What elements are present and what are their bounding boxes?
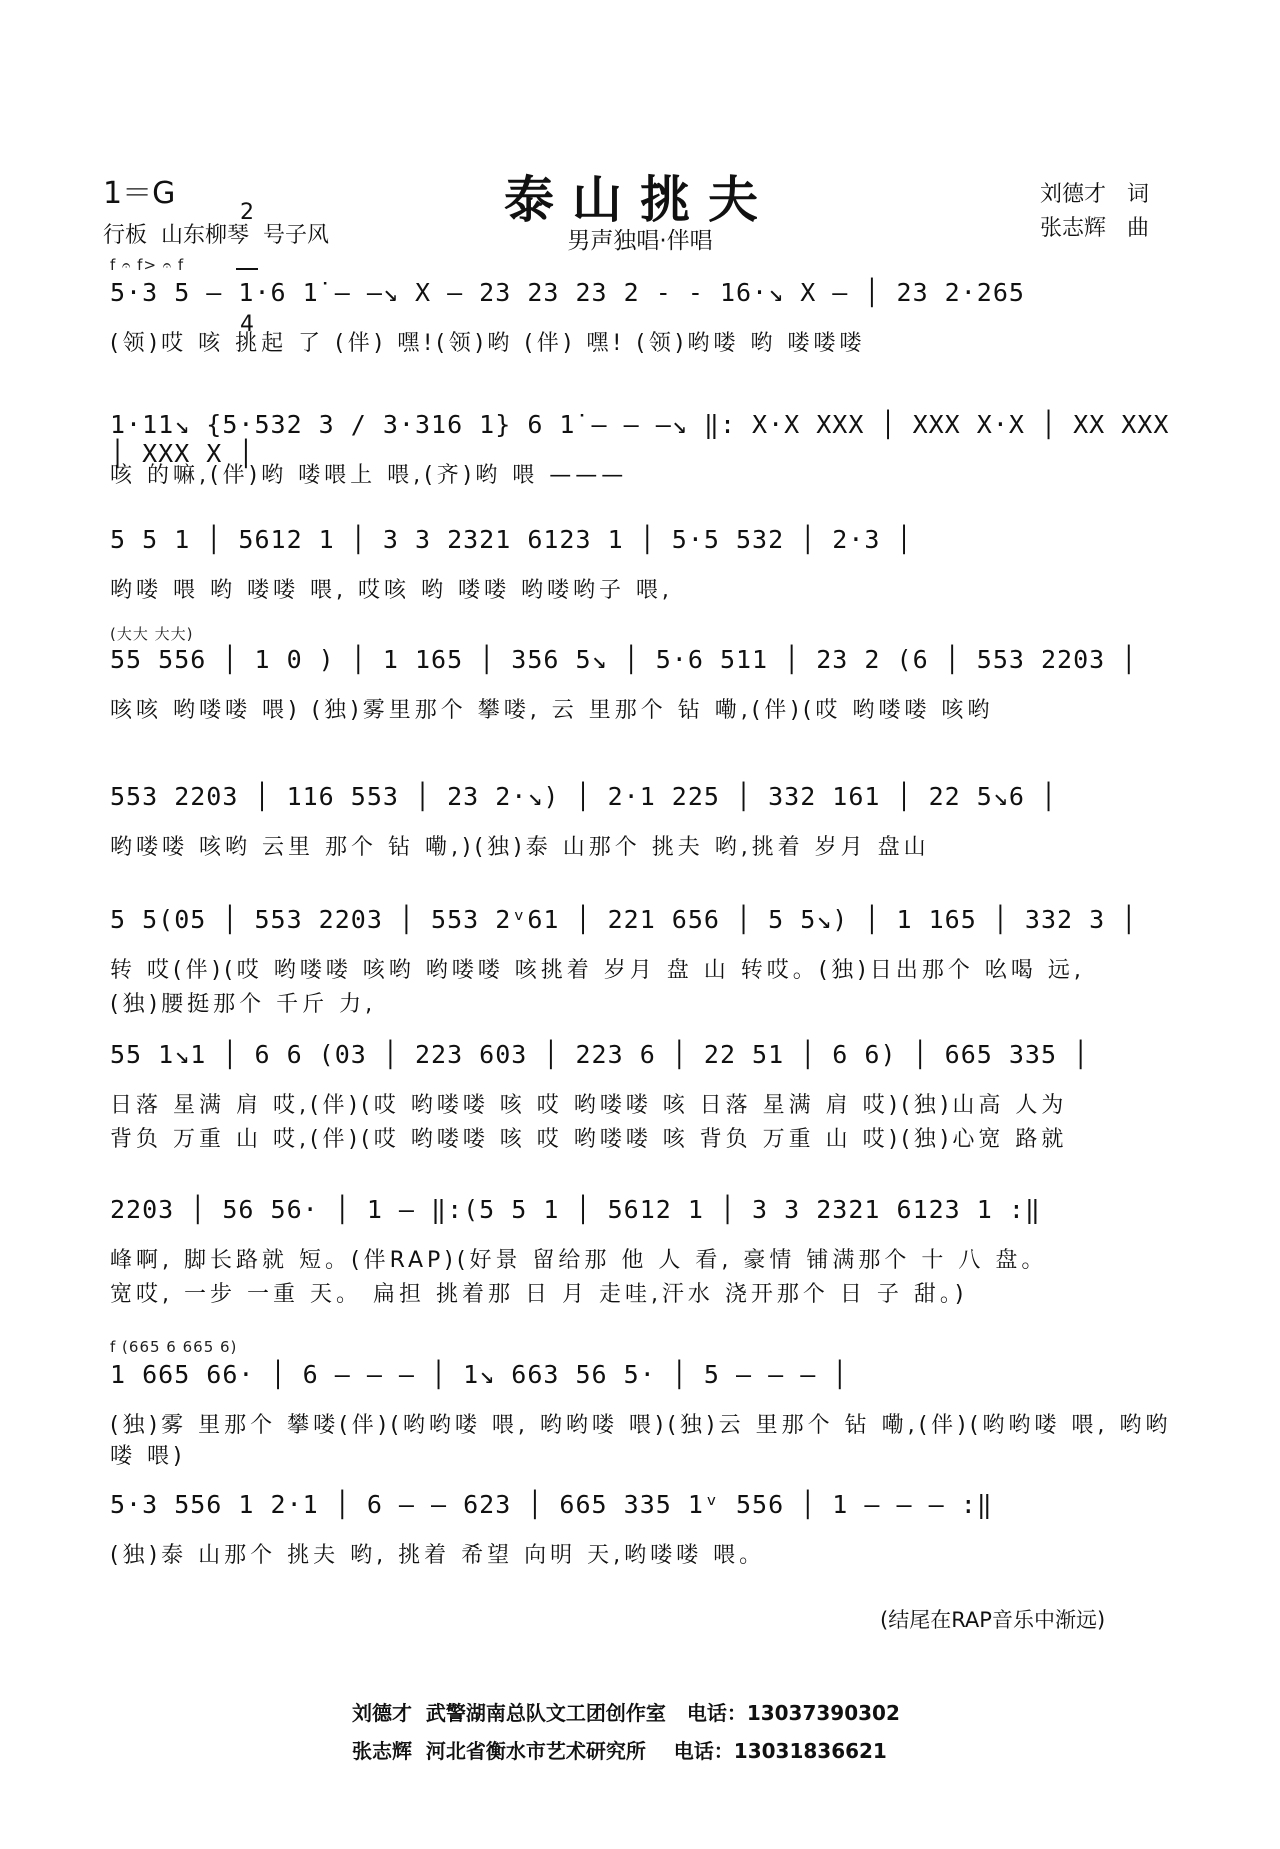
notation-line: 5 5 1 │ 5612 1 │ 3 3 2321 6123 1 │ 5·5 532 │ 2·3 │ [110,525,913,554]
key-signature: 1＝G [103,176,176,211]
tempo-style: 行板 山东柳琴 号子风 [103,223,329,248]
lyrics-line: 峰啊, 脚长路就 短。(伴RAP)(好景 留给那 他 人 看, 豪情 铺满那个 十 八 盘。 [110,1248,1048,1273]
lyrics-line: 宽哎, 一步 一重 天。 扁担 挑着那 日 月 走哇,汗水 浇开那个 日 子 甜。) [110,1282,968,1307]
notation-line: 5·3 556 1 2·1 │ 6 — — 623 │ 665 335 1ᵛ 556 │ 1 — — — :‖ [110,1490,993,1519]
lyrics-line: (独)腰挺那个 千斤 力, [110,992,377,1017]
lyrics-line: 日落 星满 肩 哎,(伴)(哎 哟喽喽 咳 哎 哟喽喽 咳 日落 星满 肩 哎)(独)山高 人为 [110,1093,1068,1118]
notation-line: 5·3 5 — 1·6 1̇ — —↘ X — 23 23 23 2 - - 16·↘ X — │ 23 2·265 [110,278,1025,307]
time-signature-top: 2 [240,200,254,225]
lyrics-line: 转 哎(伴)(哎 哟喽喽 咳哟 哟喽喽 咳挑着 岁月 盘 山 转哎。(独)日出那个 吆喝 远, [110,958,1085,983]
notation-line: 553 2203 │ 116 553 │ 23 2·↘) │ 2·1 225 │ 332 161 │ 22 5↘6 │ [110,782,1058,811]
score-marks: f 𝄐 f> 𝄐 f [110,256,185,274]
score-marks: f (665 6 665 6) [110,1338,238,1356]
lyrics-line: 哟喽 喂 哟 喽喽 喂, 哎咳 哟 喽喽 哟喽哟子 喂, [110,578,673,603]
lyrics-line: 咳 的嘛,(伴)哟 喽喂上 喂,(齐)哟 喂 ——— [110,463,628,488]
lyrics-line: 哟喽喽 咳哟 云里 那个 钻 嘞,)(独)泰 山那个 挑夫 哟,挑着 岁月 盘山 [110,835,930,860]
notation-line: 2203 │ 56 56· │ 1 — ‖:(5 5 1 │ 5612 1 │ 3 3 2321 6123 1 :‖ [110,1195,1041,1224]
notation-line: 1 665 66· │ 6 — — — │ 1↘ 663 56 5· │ 5 — — — │ [110,1360,849,1389]
song-subtitle: 男声独唱·伴唱 [567,228,713,254]
time-signature-bottom: 4 [240,312,254,337]
score-marks: (大大 大大) [110,625,194,643]
song-title: 泰山挑夫 [504,171,776,229]
lyrics-line: (独)雾 里那个 攀喽(伴)(哟哟喽 喂, 哟哟喽 喂)(独)云 里那个 钻 嘞,(伴)(哟哟喽 喂, 哟哟喽 喂) [110,1413,1172,1469]
ending-note: (结尾在RAP音乐中渐远) [880,1608,1106,1632]
time-signature-bar [236,268,258,270]
lyrics-line: (独)泰 山那个 挑夫 哟, 挑着 希望 向明 天,哟喽喽 喂。 [110,1543,766,1568]
lyrics-line: 咳咳 哟喽喽 喂) (独)雾里那个 攀喽, 云 里那个 钻 嘞,(伴)(哎 哟喽喽 咳哟 [110,698,994,723]
composer-credit: 张志辉 曲 [1040,216,1149,241]
notation-line: 1·11↘ {5·532 3 / 3·316 1} 6 1̇ — — —↘ ‖: X·X XXX │ XXX X·X │ XX XXX │ XXX X │ [110,410,1170,468]
lyricist-credit: 刘德才 词 [1040,182,1149,207]
lyrics-line: 背负 万重 山 哎,(伴)(哎 哟喽喽 咳 哎 哟喽喽 咳 背负 万重 山 哎)(独)心宽 路就 [110,1127,1068,1152]
footer-line-lyricist: 刘德才 武警湖南总队文工团创作室 电话：13037390302 [352,1701,900,1725]
notation-line: 5 5(05 │ 553 2203 │ 553 2ᵛ61 │ 221 656 │ 5 5↘) │ 1 165 │ 332 3 │ [110,905,1138,934]
notation-line: 55 1↘1 │ 6 6 (03 │ 223 603 │ 223 6 │ 22 51 │ 6 6) │ 665 335 │ [110,1040,1090,1069]
lyrics-line: (领)哎 咳 挑起 了 (伴) 嘿!(领)哟 (伴) 嘿! (领)哟喽 哟 喽喽喽 [110,331,866,356]
notation-line: 55 556 │ 1 0 ) │ 1 165 │ 356 5↘ │ 5·6 511 │ 23 2 (6 │ 553 2203 │ [110,645,1138,674]
footer-line-composer: 张志辉 河北省衡水市艺术研究所 电话：13031836621 [352,1739,887,1763]
